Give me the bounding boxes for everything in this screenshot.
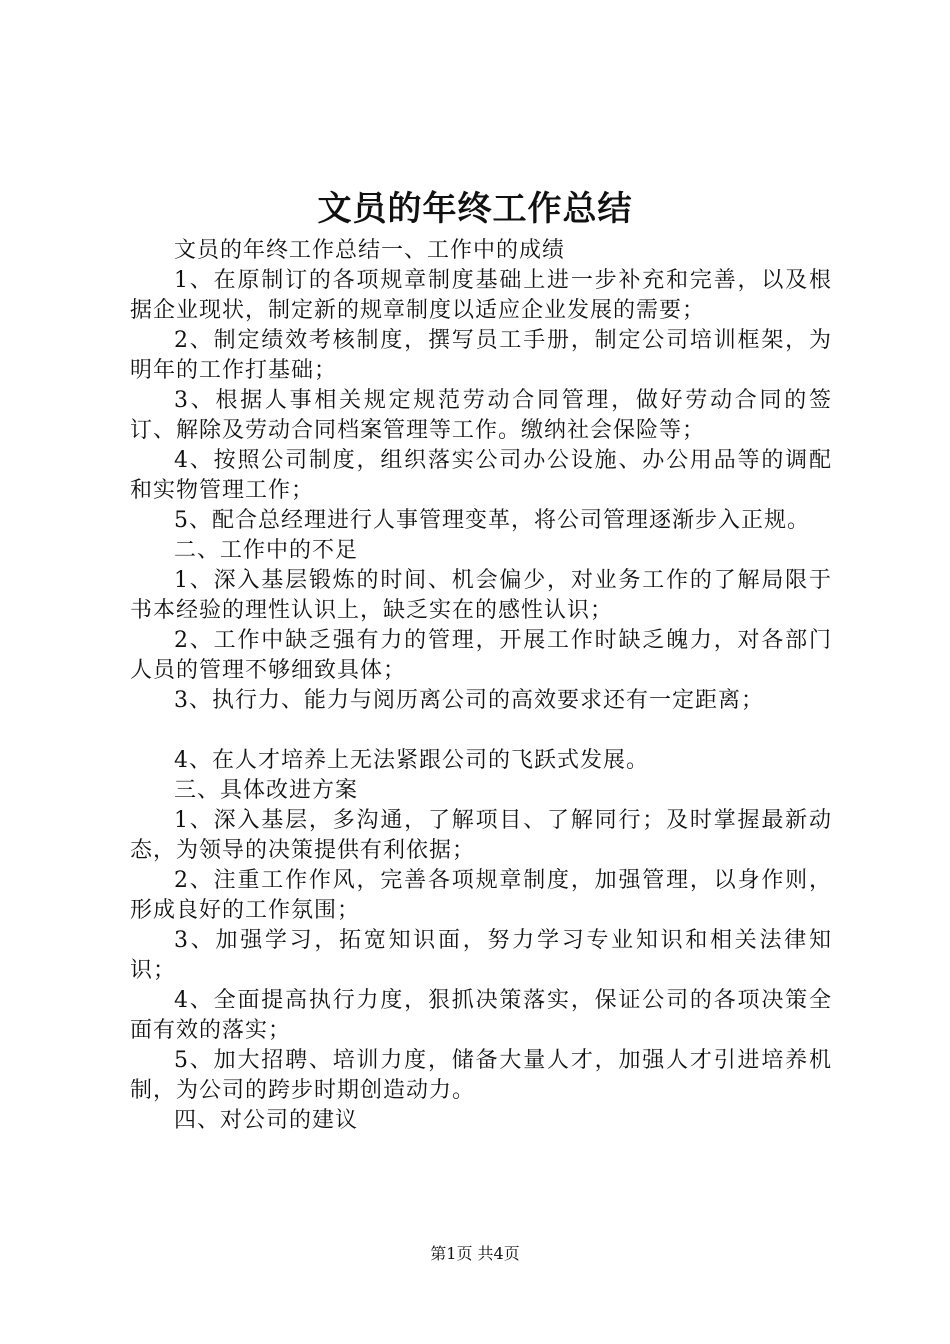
paragraph: 2、制定绩效考核制度，撰写员工手册，制定公司培训框架，为明年的工作打基础；: [130, 328, 832, 383]
paragraph: 2、工作中缺乏强有力的管理，开展工作时缺乏魄力，对各部门人员的管理不够细致具体；: [130, 628, 832, 683]
paragraph: 3、执行力、能力与阅历离公司的高效要求还有一定距离；: [174, 688, 764, 713]
paragraph: 3、加强学习，拓宽知识面，努力学习专业知识和相关法律知识；: [130, 928, 832, 983]
paragraph: 4、在人才培养上无法紧跟公司的飞跃式发展。: [174, 748, 649, 773]
document-title: 文员的年终工作总结: [317, 189, 633, 229]
paragraph: 文员的年终工作总结一、工作中的成绩: [174, 238, 566, 263]
paragraph: 1、深入基层锻炼的时间、机会偏少，对业务工作的了解局限于书本经验的理性认识上，缺乏实在的感性认识；: [130, 568, 832, 623]
paragraph: 4、全面提高执行力度，狠抓决策落实，保证公司的各项决策全面有效的落实；: [130, 988, 832, 1043]
paragraph: 5、配合总经理进行人事管理变革，将公司管理逐渐步入正规。: [174, 508, 810, 533]
paragraph: 5、加大招聘、培训力度，储备大量人才，加强人才引进培养机制，为公司的跨步时期创造动力。: [130, 1048, 832, 1103]
section-heading: 三、具体改进方案: [174, 778, 359, 803]
paragraph: 2、注重工作作风，完善各项规章制度，加强管理，以身作则，形成良好的工作氛围；: [130, 868, 832, 923]
page-footer: 第1页 共4页: [430, 1244, 520, 1263]
document-body: [130, 236, 832, 1136]
blank-line: [130, 716, 832, 746]
section-heading: 四、对公司的建议: [174, 1108, 359, 1133]
section-heading: 二、工作中的不足: [174, 538, 359, 563]
paragraph: 1、在原制订的各项规章制度基础上进一步补充和完善，以及根据企业现状，制定新的规章制度以适应企业发展的需要；: [130, 268, 832, 323]
paragraph: 4、按照公司制度，组织落实公司办公设施、办公用品等的调配和实物管理工作；: [130, 448, 832, 503]
paragraph: 1、深入基层，多沟通，了解项目、了解同行；及时掌握最新动态，为领导的决策提供有利依据；: [130, 808, 832, 863]
paragraph: 3、根据人事相关规定规范劳动合同管理，做好劳动合同的签订、解除及劳动合同档案管理等工作。缴纳社会保险等；: [130, 388, 832, 443]
